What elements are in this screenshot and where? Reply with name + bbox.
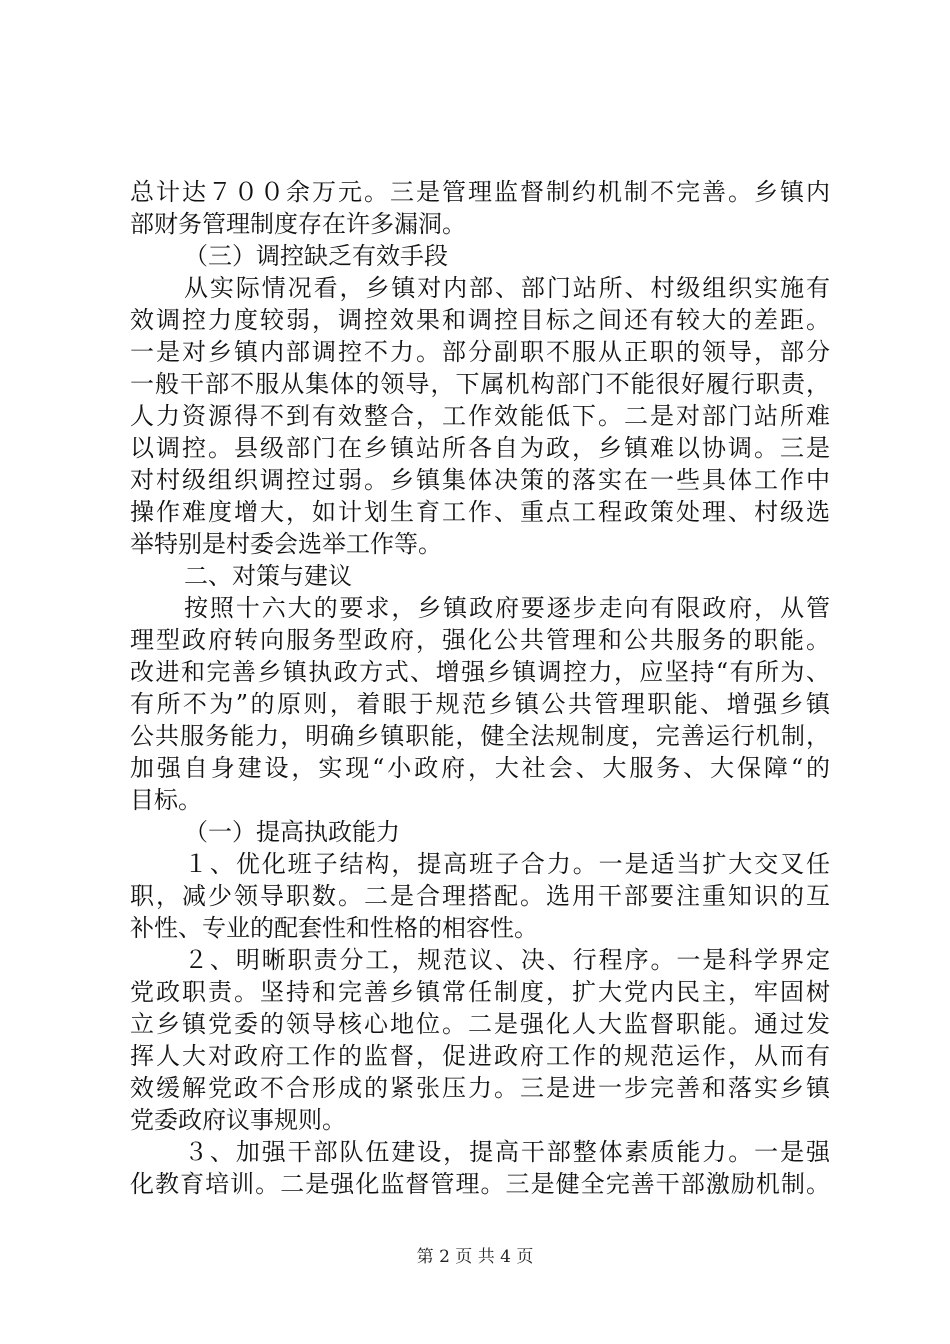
text-line: 对村级组织调控过弱。乡镇集体决策的落实在一些具体工作中 [130, 466, 830, 494]
text-line: 操作难度增大，如计划生育工作、重点工程政策处理、村级选 [130, 498, 830, 526]
text-line: 加强自身建设，实现“小政府，大社会、大服务、大保障“的 [130, 754, 830, 782]
text-line: 部财务管理制度存在许多漏洞。 [130, 210, 466, 238]
text-line: 总计达７００余万元。三是管理监督制约机制不完善。乡镇内 [130, 178, 830, 206]
text-line: 党政职责。坚持和完善乡镇常任制度，扩大党内民主，牢固树 [130, 978, 830, 1006]
text-line: 有所不为”的原则，着眼于规范乡镇公共管理职能、增强乡镇 [130, 690, 830, 718]
text-line: ２、明晰职责分工，规范议、决、行程序。一是科学界定 [184, 946, 830, 974]
page-footer [0, 1246, 950, 1268]
page-number-label: 第 2 页 共 4 页 [416, 1247, 534, 1267]
text-line: 效调控力度较弱，调控效果和调控目标之间还有较大的差距。 [130, 306, 830, 334]
text-line: 按照十六大的要求，乡镇政府要逐步走向有限政府，从管 [184, 594, 830, 622]
text-line: 一般干部不服从集体的领导，下属机构部门不能很好履行职责， [130, 370, 830, 398]
text-line: １、优化班子结构，提高班子合力。一是适当扩大交叉任 [184, 850, 830, 878]
text-line: 职，减少领导职数。二是合理搭配。选用干部要注重知识的互 [130, 882, 830, 910]
text-line: 二、对策与建议 [184, 562, 352, 590]
text-line: 从实际情况看，乡镇对内部、部门站所、村级组织实施有 [184, 274, 830, 302]
text-line: （一）提高执政能力 [184, 818, 400, 846]
text-line: 化教育培训。二是强化监督管理。三是健全完善干部激励机制。 [130, 1170, 830, 1198]
text-line: 举特别是村委会选举工作等。 [130, 530, 442, 558]
text-line: （三）调控缺乏有效手段 [184, 242, 448, 270]
text-line: ３、加强干部队伍建设，提高干部整体素质能力。一是强 [184, 1138, 830, 1166]
text-line: 补性、专业的配套性和性格的相容性。 [130, 914, 538, 942]
text-line: 目标。 [130, 786, 202, 814]
text-line: 以调控。县级部门在乡镇站所各自为政，乡镇难以协调。三是 [130, 434, 830, 462]
text-line: 立乡镇党委的领导核心地位。二是强化人大监督职能。通过发 [130, 1010, 830, 1038]
text-line: 公共服务能力，明确乡镇职能，健全法规制度，完善运行机制， [130, 722, 830, 750]
text-line: 改进和完善乡镇执政方式、增强乡镇调控力，应坚持“有所为、 [130, 658, 830, 686]
text-line: 党委政府议事规则。 [130, 1106, 346, 1134]
text-line: 挥人大对政府工作的监督，促进政府工作的规范运作，从而有 [130, 1042, 830, 1070]
text-line: 理型政府转向服务型政府，强化公共管理和公共服务的职能。 [130, 626, 830, 654]
text-line: 效缓解党政不合形成的紧张压力。三是进一步完善和落实乡镇 [130, 1074, 830, 1102]
text-line: 人力资源得不到有效整合，工作效能低下。二是对部门站所难 [130, 402, 830, 430]
text-line: 一是对乡镇内部调控不力。部分副职不服从正职的领导，部分 [130, 338, 830, 366]
document-body [130, 176, 830, 1200]
